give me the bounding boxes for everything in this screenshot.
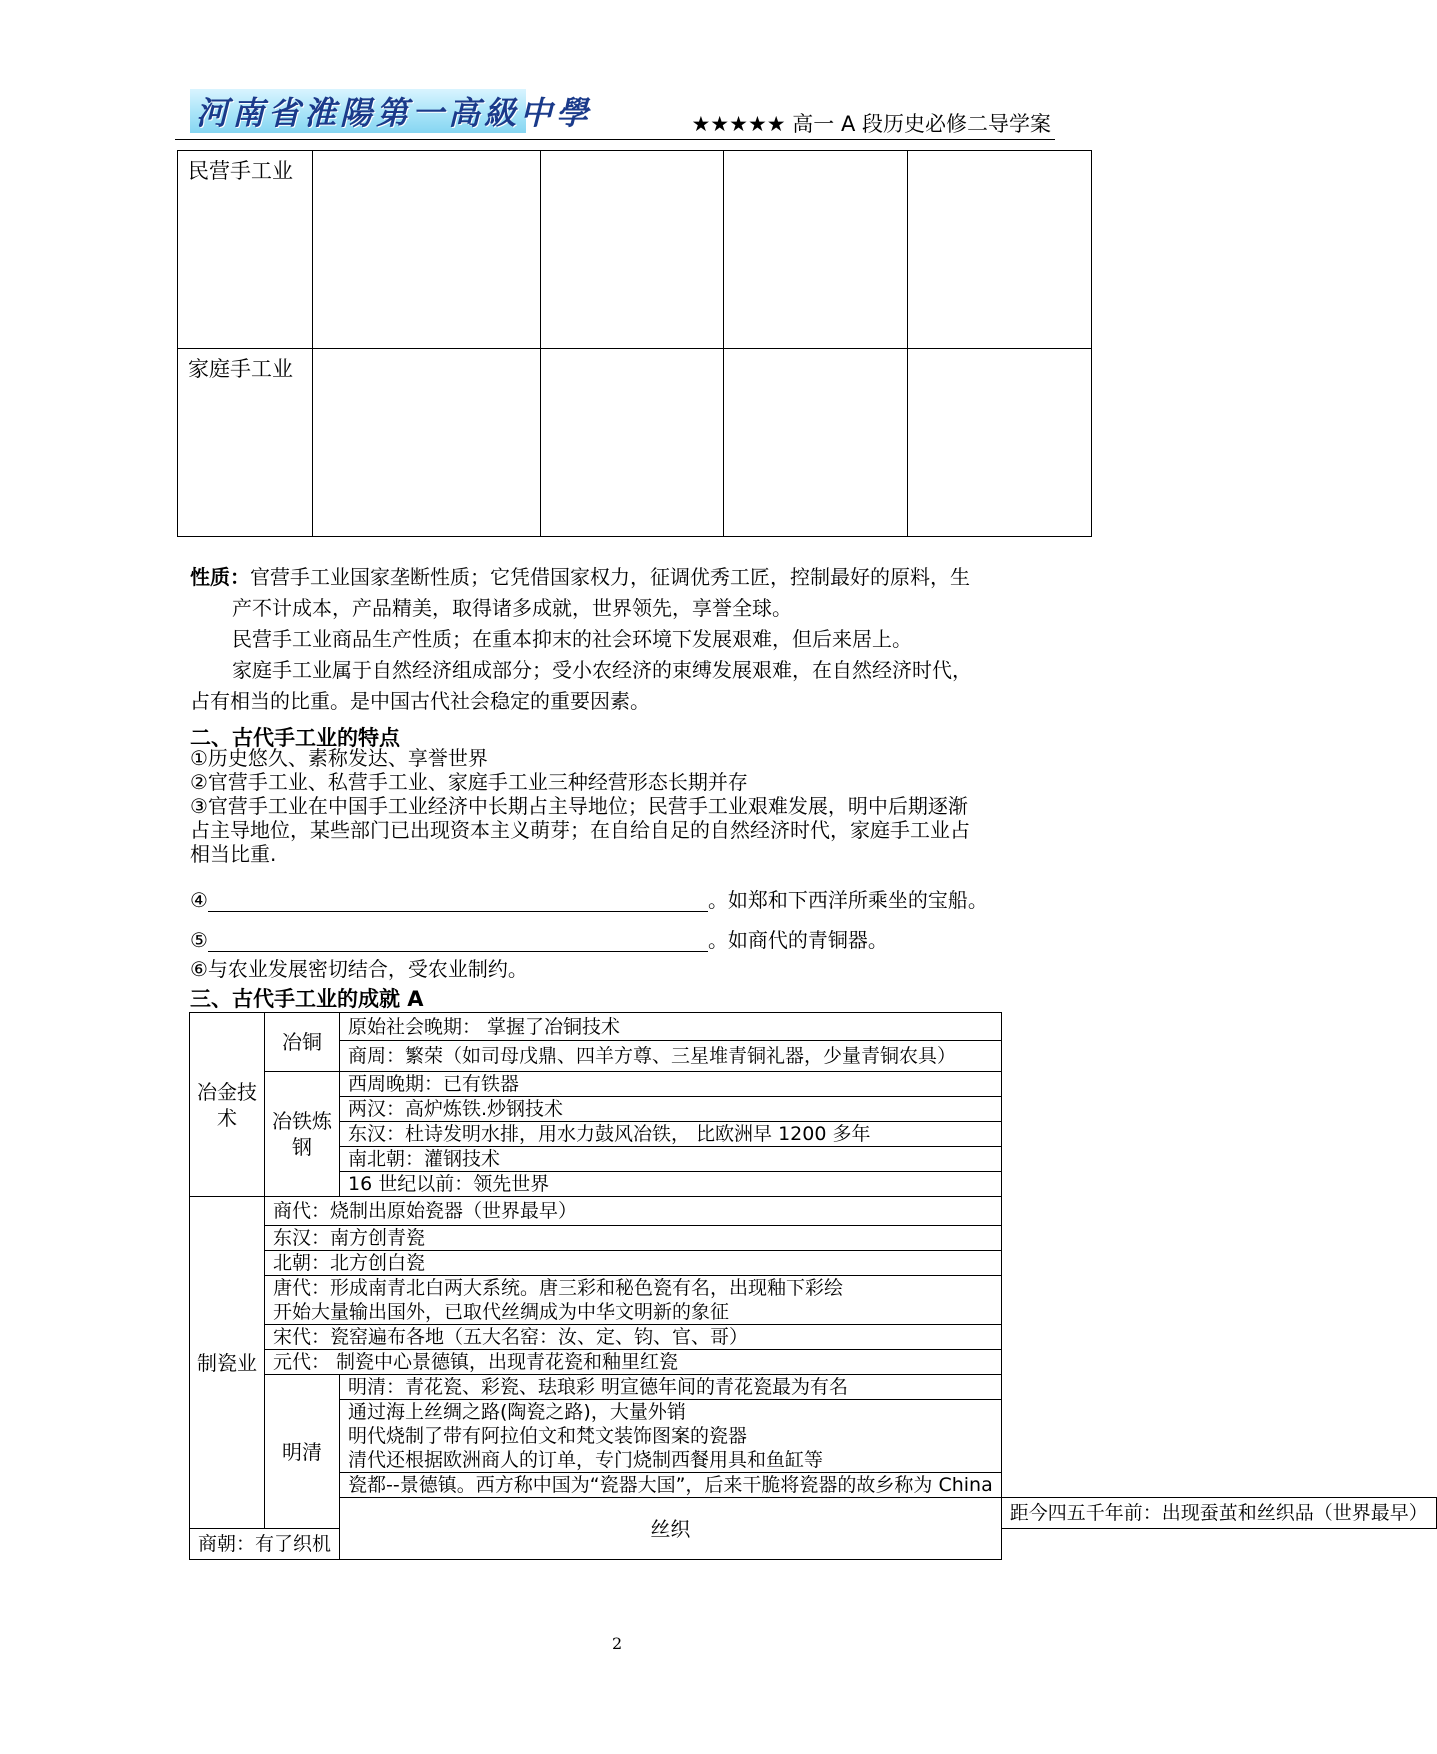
table-cell: 两汉：高炉炼铁.炒钢技术: [340, 1097, 1002, 1122]
table-cell: 16 世纪以前：领先世界: [340, 1172, 1002, 1197]
answer-blank[interactable]: [208, 931, 708, 952]
table-row: [190, 1122, 1437, 1147]
table-row: [190, 1350, 1437, 1375]
nature-text: 产不计成本，产品精美，取得诸多成就，世界领先，享誉全球。: [232, 596, 792, 620]
section-heading: 二、古代手工业的特点: [190, 726, 400, 750]
nature-section: [190, 562, 1060, 717]
table-row: [190, 1325, 1437, 1350]
blank-cell[interactable]: [908, 349, 1092, 537]
header-divider: [175, 139, 1055, 140]
answer-blank[interactable]: [208, 891, 708, 912]
cell-line: 开始大量输出国外，已取代丝绸成为中华文明新的象征: [273, 1301, 730, 1323]
table-row: [190, 1072, 1437, 1097]
category-silk: 丝织: [340, 1498, 1002, 1560]
table-cell: 东汉：南方创青瓷: [265, 1226, 1002, 1251]
table-cell: 瓷都--景德镇。西方称中国为“瓷器大国”，后来干脆将瓷器的故乡称为 China: [340, 1473, 1002, 1498]
subcategory-iron: 冶铁炼钢: [265, 1072, 340, 1197]
school-logo: [190, 89, 593, 133]
achievements-table: [189, 1012, 1437, 1560]
table-cell: 商代：烧制出原始瓷器（世界最早）: [265, 1197, 1002, 1226]
table-row: [190, 1097, 1437, 1122]
table-cell: 西周晚期：已有铁器: [340, 1072, 1002, 1097]
cell-line: 清代还根据欧洲商人的订单，专门烧制西餐用具和鱼缸等: [348, 1449, 824, 1471]
table-row: [190, 1251, 1437, 1276]
section-heading: 三、古代手工业的成就 A: [190, 987, 424, 1011]
fill-blank-5: [190, 928, 888, 952]
row-label: 民营手工业: [178, 151, 313, 349]
table-row: [190, 1172, 1437, 1197]
table-cell: 距今四五千年前：出现蚕茧和丝织品（世界最早）: [1001, 1498, 1436, 1529]
item-number: ④: [190, 888, 208, 912]
nature-text: 家庭手工业属于自然经济组成部分；受小农经济的束缚发展艰难，在自然经济时代，: [232, 658, 972, 682]
table-cell: 商朝：有了织机: [190, 1529, 340, 1560]
table-cell: 北朝：北方创白瓷: [265, 1251, 1002, 1276]
table-cell: [340, 1400, 1002, 1473]
table-cell: 南北朝：灌钢技术: [340, 1147, 1002, 1172]
list-item: ②官营手工业、私营手工业、家庭手工业三种经营形态长期并存: [190, 770, 748, 794]
subcategory-ming-qing: 明清: [265, 1375, 340, 1529]
cell-line: 明代烧制了带有阿拉伯文和梵文装饰图案的瓷器: [348, 1425, 748, 1447]
cell-line: 唐代：形成南青北白两大系统。唐三彩和秘色瓷有名，出现釉下彩绘: [273, 1277, 844, 1299]
table-cell: 元代： 制瓷中心景德镇，出现青花瓷和釉里红瓷: [265, 1350, 1002, 1375]
blank-hint: 。如商代的青铜器。: [707, 928, 888, 952]
blank-cell[interactable]: [313, 151, 540, 349]
nature-label: 性质：: [190, 565, 250, 589]
category-metallurgy: 冶金技术: [190, 1013, 265, 1197]
features-list: [190, 746, 970, 866]
nature-text: 官营手工业国家垄断性质；它凭借国家权力，征调优秀工匠，控制最好的原料，生: [250, 565, 970, 589]
item-number: ⑤: [190, 928, 208, 952]
blank-cell[interactable]: [908, 151, 1092, 349]
list-item: ⑥与农业发展密切结合，受农业制约。: [190, 957, 528, 981]
table-cell: 明清：青花瓷、彩瓷、珐琅彩 明宣德年间的青花瓷最为有名: [340, 1375, 1002, 1400]
logo-text: 河南省淮陽第一高級中學: [196, 94, 593, 132]
table-row: [178, 349, 1092, 537]
table-row: [190, 1276, 1437, 1325]
subcategory-copper: 冶铜: [265, 1013, 340, 1072]
nature-text: 占有相当的比重。是中国古代社会稳定的重要因素。: [190, 689, 650, 713]
table-row: [190, 1226, 1437, 1251]
table-row: [190, 1498, 1437, 1529]
cell-line: 通过海上丝绸之路(陶瓷之路)，大量外销: [348, 1401, 686, 1423]
blank-cell[interactable]: [540, 151, 724, 349]
list-item: ③官营手工业在中国手工业经济中长期占主导地位；民营手工业艰难发展，明中后期逐渐: [190, 794, 968, 818]
blank-cell[interactable]: [540, 349, 724, 537]
table-row: [190, 1147, 1437, 1172]
category-porcelain: 制瓷业: [190, 1197, 265, 1529]
blank-hint: 。如郑和下西洋所乘坐的宝船。: [707, 888, 988, 912]
list-item: ①历史悠久、素称发达、享誉世界: [190, 746, 488, 770]
nature-text: 民营手工业商品生产性质；在重本抑末的社会环境下发展艰难，但后来居上。: [232, 627, 912, 651]
table-row: [190, 1473, 1437, 1498]
document-title: ★★★★★ 高一 A 段历史必修二导学案: [691, 112, 1051, 136]
table-cell: 原始社会晚期： 掌握了冶铜技术: [340, 1013, 1002, 1041]
table-cell: 宋代：瓷窑遍布各地（五大名窑：汝、定、钧、官、哥）: [265, 1325, 1002, 1350]
table-row: [190, 1197, 1437, 1226]
table-cell: 商周：繁荣（如司母戊鼎、四羊方尊、三星堆青铜礼器，少量青铜农具）: [340, 1041, 1002, 1072]
table-cell: 东汉：杜诗发明水排，用水力鼓风冶铁， 比欧洲早 1200 多年: [340, 1122, 1002, 1147]
blank-cell[interactable]: [313, 349, 540, 537]
table-row: [178, 151, 1092, 349]
table-row: [190, 1041, 1437, 1072]
table-row: [190, 1375, 1437, 1400]
page-number: 2: [612, 1634, 623, 1653]
blank-cell[interactable]: [724, 151, 908, 349]
blank-cell[interactable]: [724, 349, 908, 537]
table-cell: [265, 1276, 1002, 1325]
row-label: 家庭手工业: [178, 349, 313, 537]
table-row: [190, 1013, 1437, 1041]
fill-blank-4: [190, 888, 988, 912]
list-item: 占主导地位，某些部门已出现资本主义萌芽；在自给自足的自然经济时代，家庭手工业占: [190, 818, 970, 842]
table-row: [190, 1400, 1437, 1473]
list-item: 相当比重.: [190, 842, 277, 866]
workshop-table: [177, 150, 1092, 537]
